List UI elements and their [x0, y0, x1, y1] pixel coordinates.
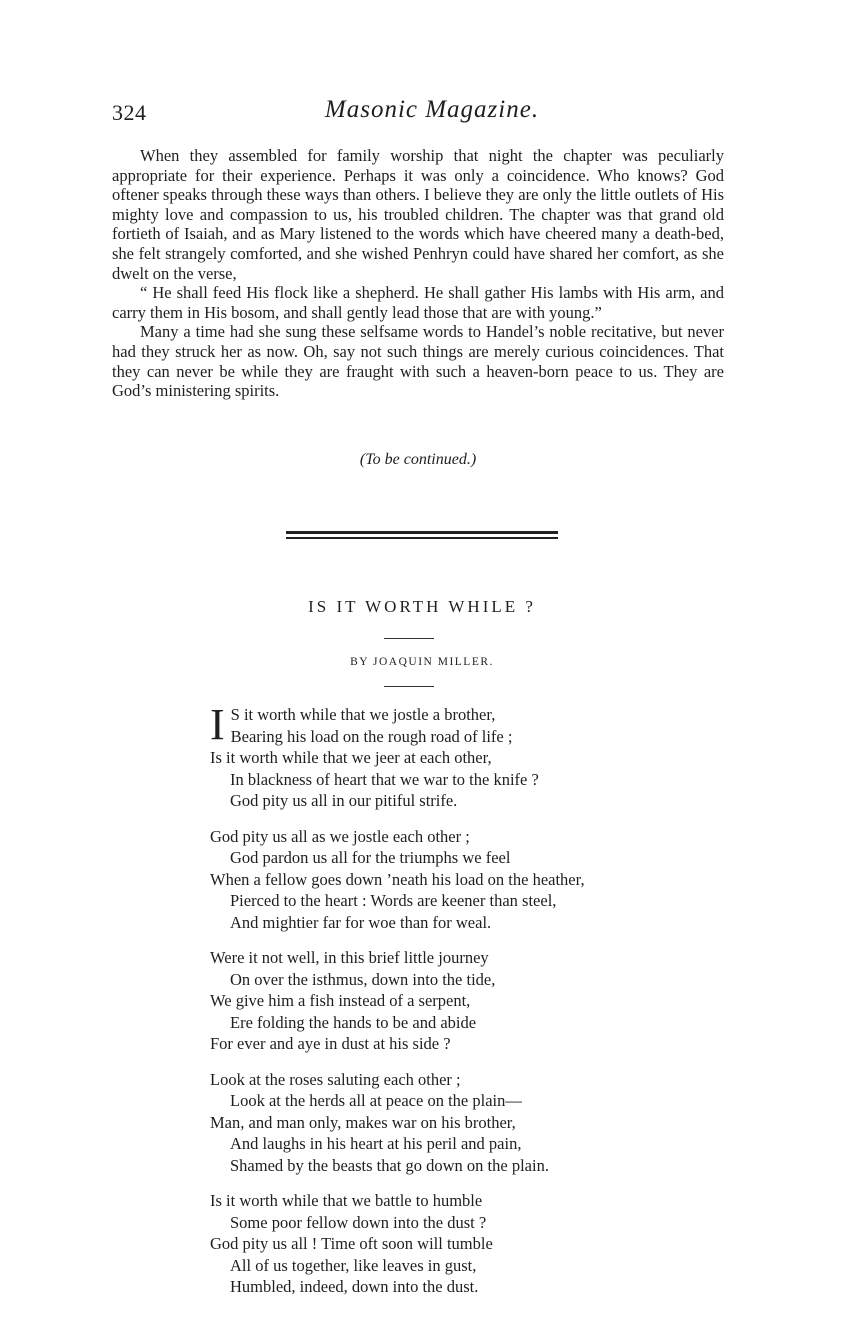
- prose-paragraph: When they assembled for family worship that night the chapter was peculiarly appropriate for their experience. Perhaps it was only a coincidence. Who knows? God oftener speaks through these ways than others. I believe they are only the little outlets of His mighty love and compassion to us, his troubled children. The chapter was that grand old fortieth of Isaiah, and as Mary listened to the words which have cheered many a death-bed, she felt strangely comforted, and she wished Penhryn could have shared her comfort, as she dwelt on the verse,: [112, 146, 724, 283]
- section-divider-thin: [286, 537, 558, 539]
- byline-rule: [384, 686, 434, 687]
- poem-line: God pity us all ! Time oft soon will tumble: [210, 1234, 493, 1253]
- poem-line: All of us together, like leaves in gust,: [230, 1255, 477, 1275]
- poem-line: Humbled, indeed, down into the dust.: [230, 1277, 479, 1296]
- poem-byline: BY JOAQUIN MILLER.: [350, 656, 494, 668]
- poem-stanza: [210, 1069, 670, 1177]
- poem-line: Look at the herds all at peace on the plain—: [230, 1091, 522, 1110]
- poem-body: [210, 700, 670, 1312]
- story-conclusion: [112, 146, 724, 401]
- drop-cap: I: [210, 700, 225, 749]
- poem-line: Bearing his load on the rough road of life ;: [230, 726, 513, 746]
- poem-line: S it worth while that we jostle a brother,: [230, 705, 496, 724]
- poem-line: Is it worth while that we battle to humble: [210, 1191, 483, 1210]
- to-be-continued: (To be continued.): [359, 451, 477, 468]
- poem-line: When a fellow goes down ’neath his load on the heather,: [210, 869, 585, 889]
- poem-line: And mightier far for woe than for weal.: [230, 912, 492, 932]
- page-header: [112, 96, 732, 128]
- poem-stanza: [210, 1190, 670, 1298]
- poem-stanza: [210, 947, 670, 1055]
- poem-line: For ever and aye in dust at his side ?: [210, 1034, 451, 1053]
- poem-line: God pity us all as we jostle each other ;: [210, 826, 470, 846]
- poem-line: On over the isthmus, down into the tide,: [230, 969, 496, 989]
- poem-stanza: [210, 700, 670, 812]
- title-rule: [384, 638, 434, 639]
- poem-line: We give him a fish instead of a serpent,: [210, 991, 471, 1010]
- section-divider-thick: [286, 531, 558, 534]
- poem-line: Ere folding the hands to be and abide: [230, 1012, 477, 1032]
- poem-title: IS IT WORTH WHILE ?: [308, 597, 536, 616]
- poem-stanza: [210, 826, 670, 934]
- poem-line: Were it not well, in this brief little journey: [210, 948, 489, 967]
- scripture-quote: “ He shall feed His flock like a shepherd. He shall gather His lambs with His arm, and carry them in His bosom, and shall gently lead those that are with young.”: [112, 283, 724, 322]
- poem-line: Is it worth while that we jeer at each other,: [210, 748, 492, 767]
- poem-line: In blackness of heart that we war to the knife ?: [230, 769, 539, 789]
- poem-line: Shamed by the beasts that go down on the plain.: [230, 1155, 549, 1175]
- poem-line: Look at the roses saluting each other ;: [210, 1069, 461, 1089]
- poem-line: Pierced to the heart : Words are keener than steel,: [230, 891, 557, 910]
- poem-line: God pity us all in our pitiful strife.: [230, 791, 458, 810]
- poem-line: Some poor fellow down into the dust ?: [230, 1212, 487, 1232]
- poem-line: Man, and man only, makes war on his brother,: [210, 1112, 516, 1132]
- poem-line: God pardon us all for the triumphs we feel: [230, 848, 511, 867]
- prose-paragraph: Many a time had she sung these selfsame words to Handel’s noble recitative, but never had they struck her as now. Oh, say not such things are merely curious coincidences. That they can never be while they are fraught with such a heaven-born peace to us. They are God’s ministering spirits.: [112, 322, 724, 401]
- running-title: Masonic Magazine.: [324, 96, 540, 123]
- page-number: 324: [112, 100, 147, 125]
- poem-line: And laughs in his heart at his peril and pain,: [230, 1134, 522, 1153]
